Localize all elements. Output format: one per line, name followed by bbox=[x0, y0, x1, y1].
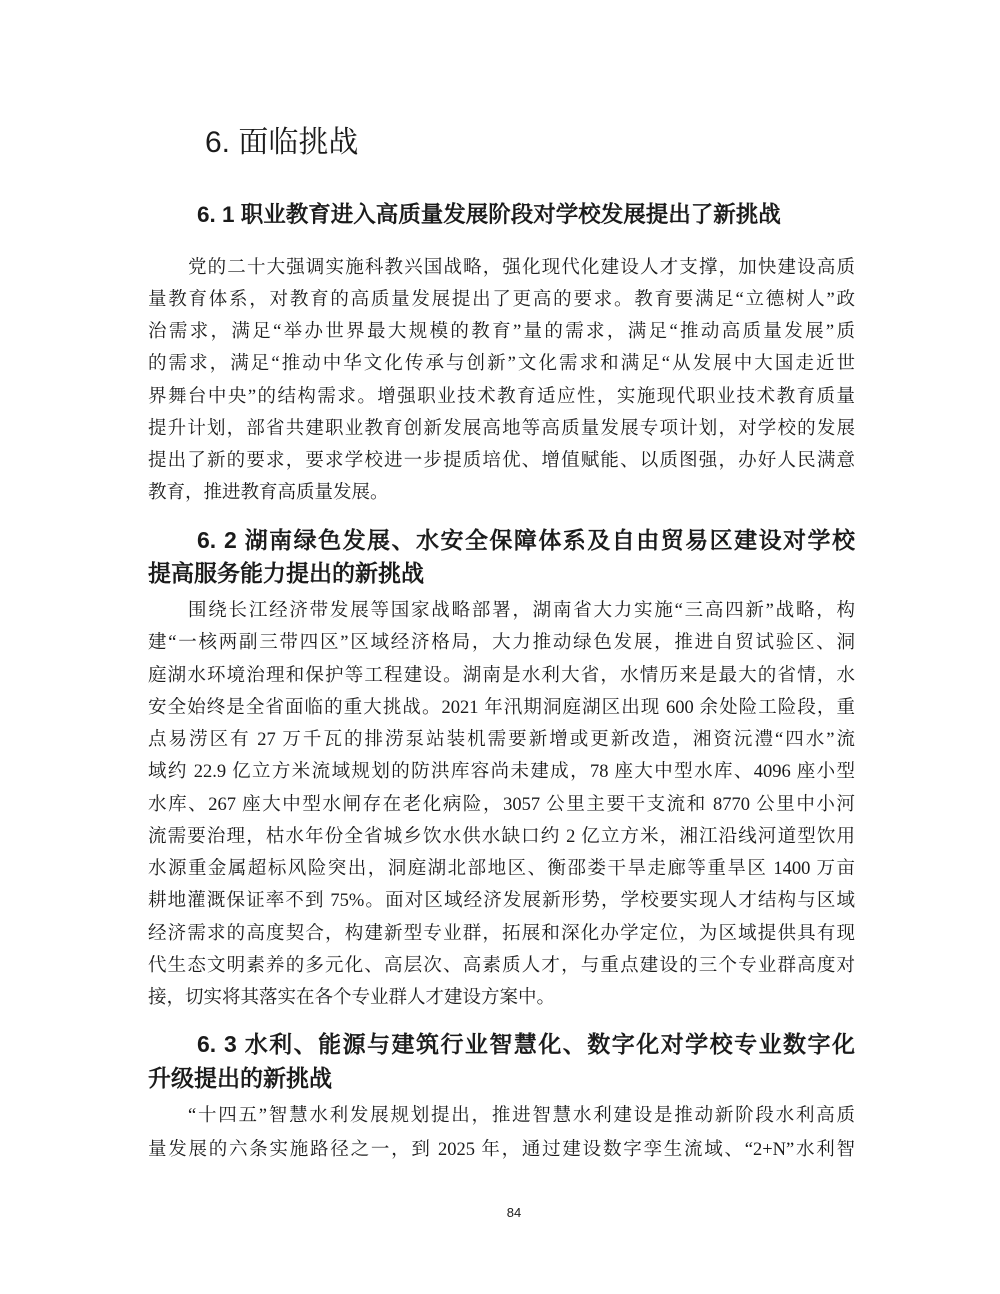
paragraph-6-3 bbox=[148, 1099, 855, 1167]
paragraph-line: 建“一核两副三带四区”区域经济格局，大力推动绿色发展，推进自贸试验区、洞 bbox=[148, 633, 855, 654]
paragraph-line: 提升计划，部省共建职业教育创新发展高地等高质量发展专项计划，对学校的发展 bbox=[148, 418, 855, 439]
paragraph-line: 量发展的六条实施路径之一，到 2025 年，通过建设数字孪生流域、“2+N”水利智 bbox=[148, 1140, 855, 1160]
paragraph-line: 水库、267 座大中型水闸存在老化病险，3057 公里主要干支流和 8770 公里中小河 bbox=[148, 794, 855, 815]
paragraph-line: 点易涝区有 27 万千瓦的排涝泵站装机需要新增或更新改造，湘资沅澧“四水”流 bbox=[148, 730, 855, 750]
chapter-title: 6. 面临挑战 bbox=[205, 126, 359, 159]
paragraph-line: 党的二十大强调实施科教兴国战略，强化现代化建设人才支撑，加快建设高质 bbox=[188, 258, 855, 278]
paragraph-line: 水源重金属超标风险突出，洞庭湖北部地区、衡邵娄干旱走廊等重旱区 1400 万亩 bbox=[148, 859, 855, 879]
section-heading-6-2 bbox=[148, 524, 855, 590]
section-heading-6-3 bbox=[148, 1027, 855, 1095]
section-heading-6-1: 6. 1 职业教育进入高质量发展阶段对学校发展提出了新挑战 bbox=[197, 202, 781, 227]
paragraph-line: 围绕长江经济带发展等国家战略部署，湖南省大力实施“三高四新”战略，构 bbox=[188, 601, 855, 621]
heading-line: 6. 3 水利、能源与建筑行业智慧化、数字化对学校专业数字化 bbox=[197, 1031, 855, 1057]
heading-line: 6. 2 湖南绿色发展、水安全保障体系及自由贸易区建设对学校 bbox=[197, 527, 855, 553]
paragraph-line: 治需求，满足“举办世界最大规模的教育”量的需求，满足“推动高质量发展”质 bbox=[148, 322, 855, 343]
paragraph-line: 经济需求的高度契合，构建新型专业群，拓展和深化办学定位，为区域提供具有现 bbox=[148, 923, 855, 944]
paragraph-line: 界舞台中央”的结构需求。增强职业技术教育适应性，实施现代职业技术教育质量 bbox=[148, 386, 855, 407]
paragraph-line: “十四五”智慧水利发展规划提出，推进智慧水利建设是推动新阶段水利高质 bbox=[188, 1106, 855, 1126]
paragraph-line: 流需要治理，枯水年份全省城乡饮水供水缺口约 2 亿立方米，湘江沿线河道型饮用 bbox=[148, 826, 855, 847]
paragraph-line: 耕地灌溉保证率不到 75%。面对区域经济发展新形势，学校要实现人才结构与区域 bbox=[148, 891, 855, 912]
paragraph-line: 庭湖水环境治理和保护等工程建设。湖南是水利大省，水情历来是最大的省情，水 bbox=[148, 665, 855, 686]
paragraph-line: 教育，推进教育高质量发展。 bbox=[148, 483, 389, 504]
paragraph-line: 域约 22.9 亿立方米流域规划的防洪库容尚未建成，78 座大中型水库、4096 座小型 bbox=[148, 762, 855, 783]
paragraph-line: 的需求，满足“推动中华文化传承与创新”文化需求和满足“从发展中大国走近世 bbox=[148, 354, 855, 375]
paragraph-line: 接，切实将其落实在各个专业群人才建设方案中。 bbox=[148, 988, 556, 1008]
paragraph-line: 量教育体系，对教育的高质量发展提出了更高的要求。教育要满足“立德树人”政 bbox=[148, 290, 855, 311]
paragraph-line: 安全始终是全省面临的重大挑战。2021 年汛期洞庭湖区出现 600 余处险工险段，重 bbox=[148, 697, 855, 718]
heading-line: 升级提出的新挑战 bbox=[148, 1065, 332, 1091]
paragraph-6-1 bbox=[148, 252, 855, 509]
paragraph-6-2 bbox=[148, 595, 855, 1014]
page-number: 84 bbox=[506, 1205, 522, 1220]
heading-line: 提高服务能力提出的新挑战 bbox=[148, 560, 424, 586]
paragraph-line: 代生态文明素养的多元化、高层次、高素质人才，与重点建设的三个专业群高度对 bbox=[148, 955, 855, 976]
paragraph-line: 提出了新的要求，要求学校进一步提质培优、增值赋能、以质图强，办好人民满意 bbox=[148, 450, 855, 471]
